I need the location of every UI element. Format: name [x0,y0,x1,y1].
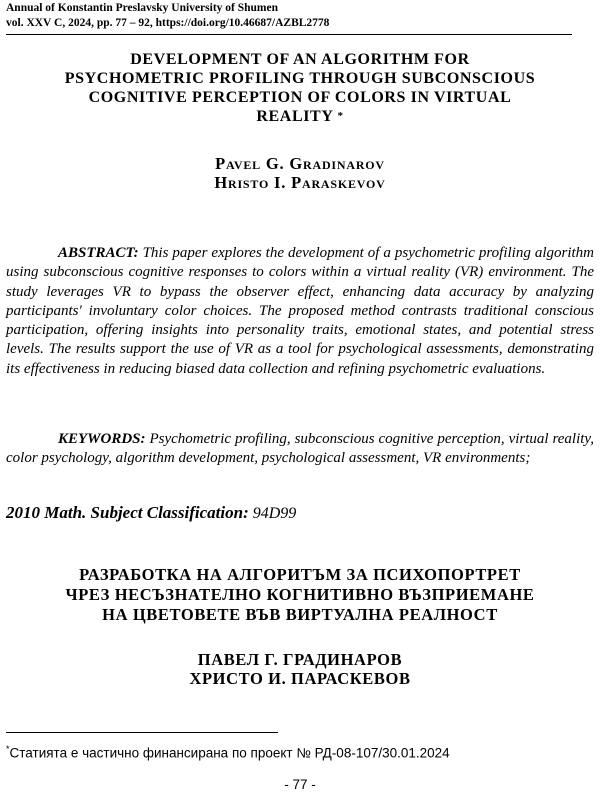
bulgarian-author-list [0,650,600,688]
volume-doi-line: vol. XXV C, 2024, pp. 77 – 92, https://doi.org/10.46687/AZBL2778 [6,17,330,29]
keywords-text: Psychometric profiling, subconscious cognitive perception, virtual reality, color psychology, algorithm development, psychological assessment, VR environments; [6,431,594,467]
page-number: - 77 - [284,777,316,792]
bg-title-line: НА ЦВЕТОВЕТЕ ВЪВ ВИРТУАЛНА РЕАЛНОСТ [102,605,498,624]
title-line: REALITY [256,108,333,125]
journal-name: Annual of Konstantin Preslavsky University of Shumen [6,2,278,14]
footnote [6,741,594,762]
bulgarian-title [0,565,600,625]
abstract [6,244,594,379]
running-head [6,1,594,31]
paper-title [0,50,600,126]
bg-title-line: ЧРЕЗ НЕСЪЗНАТЕЛНО КОГНИТИВНО ВЪЗПРИЕМАНЕ [65,585,535,604]
bg-author-name: ПАВЕЛ Г. ГРАДИНАРОВ [197,650,403,669]
footnote-rule [6,732,278,733]
msc-value: 94D99 [252,505,297,522]
subject-classification [6,503,594,524]
msc-label: 2010 Math. Subject Classification: [6,503,249,522]
footnote-text: Статията е частично финансирана по проект № РД-08-107/30.01.2024 [9,745,450,761]
title-footnote-mark[interactable]: * [337,110,344,122]
abstract-label: ABSTRACT: [58,245,139,261]
abstract-text: This paper explores the development of a psychometric profiling algorithm using subconscious cognitive responses to colors within a virtual reality (VR) environment. The study leverages VR to bypass the observer effect, enhancing data accuracy by analyzing participants' involuntary color choices. The proposed method contrasts traditional conscious participation, offering insights into personality traits, emotional states, and potential stress levels. The results support the use of VR as a tool for psychological assessments, demonstrating its effectiveness in reducing biased data collection and refining psychometric evaluations. [6,245,594,377]
footnote-mark: * [6,744,10,754]
header-rule [6,34,572,35]
bg-author-name: ХРИСТО И. ПАРАСКЕВОВ [189,669,411,688]
keywords-label: KEYWORDS: [58,431,146,447]
title-line: PSYCHOMETRIC PROFILING THROUGH SUBCONSCIOUS [64,70,536,87]
bg-title-line: РАЗРАБОТКА НА АЛГОРИТЪМ ЗА ПСИХОПОРТРЕТ [79,565,521,584]
title-line-last [0,107,600,126]
author-name: Hristo I. Paraskevov [214,173,386,192]
author-list [0,154,600,192]
author-name: Pavel G. Gradinarov [215,154,385,173]
keywords [6,430,594,469]
title-line: DEVELOPMENT OF AN ALGORITHM FOR [130,51,470,68]
title-line: COGNITIVE PERCEPTION OF COLORS IN VIRTUAL [88,89,512,106]
